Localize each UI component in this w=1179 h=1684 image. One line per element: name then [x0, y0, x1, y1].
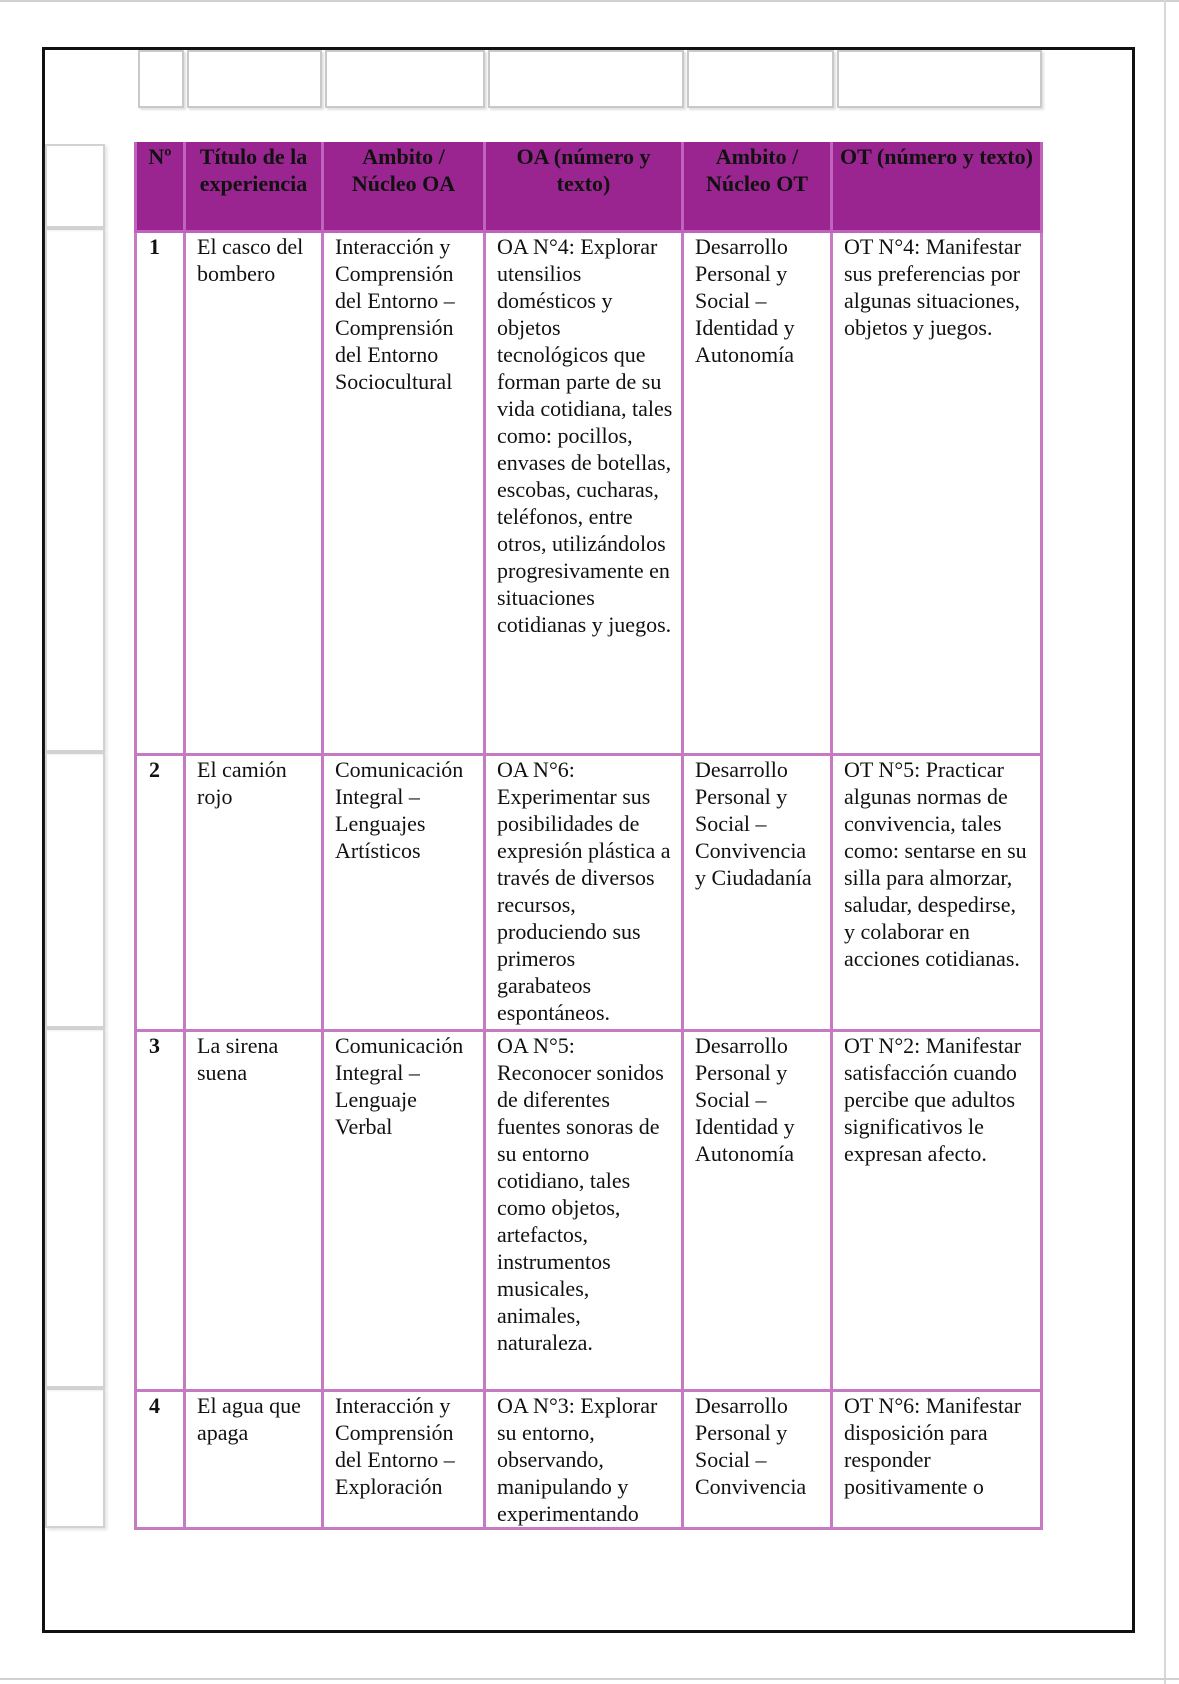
row-number: 3 [136, 1031, 185, 1391]
row-number: 2 [136, 755, 185, 1031]
row-ambito-oa: Comunicación Integral – Lenguajes Artísticos [323, 755, 485, 1031]
ghost-left-cell [45, 752, 105, 1028]
row-title: El casco del bombero [185, 232, 323, 755]
ghost-left-cell [45, 144, 105, 228]
row-ambito-ot: Desarrollo Personal y Social – Convivencia [683, 1391, 832, 1529]
row-ambito-ot: Desarrollo Personal y Social – Convivencia y Ciudadanía [683, 755, 832, 1031]
row-oa: OA N°3: Explorar su entorno, observando, manipulando y experimentando [485, 1391, 683, 1529]
row-ot: OT N°6: Manifestar disposición para responder positivamente o [832, 1391, 1042, 1529]
header-oa: OA (número y texto) [485, 142, 683, 232]
row-ambito-oa: Comunicación Integral – Lenguaje Verbal [323, 1031, 485, 1391]
ghost-cell [687, 50, 834, 108]
ghost-cell [187, 50, 322, 108]
header-title: Título de la experiencia [185, 142, 323, 232]
row-title: La sirena suena [185, 1031, 323, 1391]
row-ambito-oa: Interacción y Comprensión del Entorno – Comprensión del Entorno Sociocultural [323, 232, 485, 755]
row-ot: OT N°2: Manifestar satisfacción cuando percibe que adultos significativos le expresan afecto. [832, 1031, 1042, 1391]
row-title: El agua que apaga [185, 1391, 323, 1529]
ghost-cell [837, 50, 1042, 108]
ghost-left-cell [45, 228, 105, 752]
table-header-row [136, 142, 1042, 232]
row-oa: OA N°4: Explorar utensilios domésticos y objetos tecnológicos que forman parte de su vida cotidiana, tales como: pocillos, envases de botellas, escobas, cucharas, teléfonos, entre otros, utilizándolos progresivamente en situaciones cotidianas y juegos. [485, 232, 683, 755]
row-ambito-ot: Desarrollo Personal y Social – Identidad y Autonomía [683, 232, 832, 755]
row-ambito-oa: Interacción y Comprensión del Entorno – Exploración [323, 1391, 485, 1529]
page-bottom-edge [0, 1678, 1179, 1680]
experiences-table [134, 142, 1043, 1530]
header-number: Nº [136, 142, 185, 232]
row-number: 1 [136, 232, 185, 755]
page-top-edge [0, 0, 1179, 2]
table-row [136, 1391, 1042, 1529]
row-ambito-ot: Desarrollo Personal y Social – Identidad y Autonomía [683, 1031, 832, 1391]
header-ambito-oa: Ambito / Núcleo OA [323, 142, 485, 232]
table-row [136, 1031, 1042, 1391]
row-number: 4 [136, 1391, 185, 1529]
ghost-cell [138, 50, 184, 108]
page-right-edge [1164, 0, 1166, 1684]
row-title: El camión rojo [185, 755, 323, 1031]
header-ambito-ot: Ambito / Núcleo OT [683, 142, 832, 232]
ghost-cell [488, 50, 684, 108]
table-row [136, 755, 1042, 1031]
ghost-cell [325, 50, 485, 108]
header-ot: OT (número y texto) [832, 142, 1042, 232]
row-ot: OT N°4: Manifestar sus preferencias por algunas situaciones, objetos y juegos. [832, 232, 1042, 755]
ghost-left-cell [45, 1388, 105, 1528]
row-ot: OT N°5: Practicar algunas normas de convivencia, tales como: sentarse en su silla para almorzar, saludar, despedirse, y colaborar en acciones cotidianas. [832, 755, 1042, 1031]
ghost-left-cell [45, 1028, 105, 1388]
ghost-header-row [138, 50, 1045, 110]
table-row [136, 232, 1042, 755]
row-oa: OA N°5: Reconocer sonidos de diferentes fuentes sonoras de su entorno cotidiano, tales como objetos, artefactos, instrumentos musicales, animales, naturaleza. [485, 1031, 683, 1391]
row-oa: OA N°6: Experimentar sus posibilidades de expresión plástica a través de diversos recursos, produciendo sus primeros garabateos espontáneos. [485, 755, 683, 1031]
